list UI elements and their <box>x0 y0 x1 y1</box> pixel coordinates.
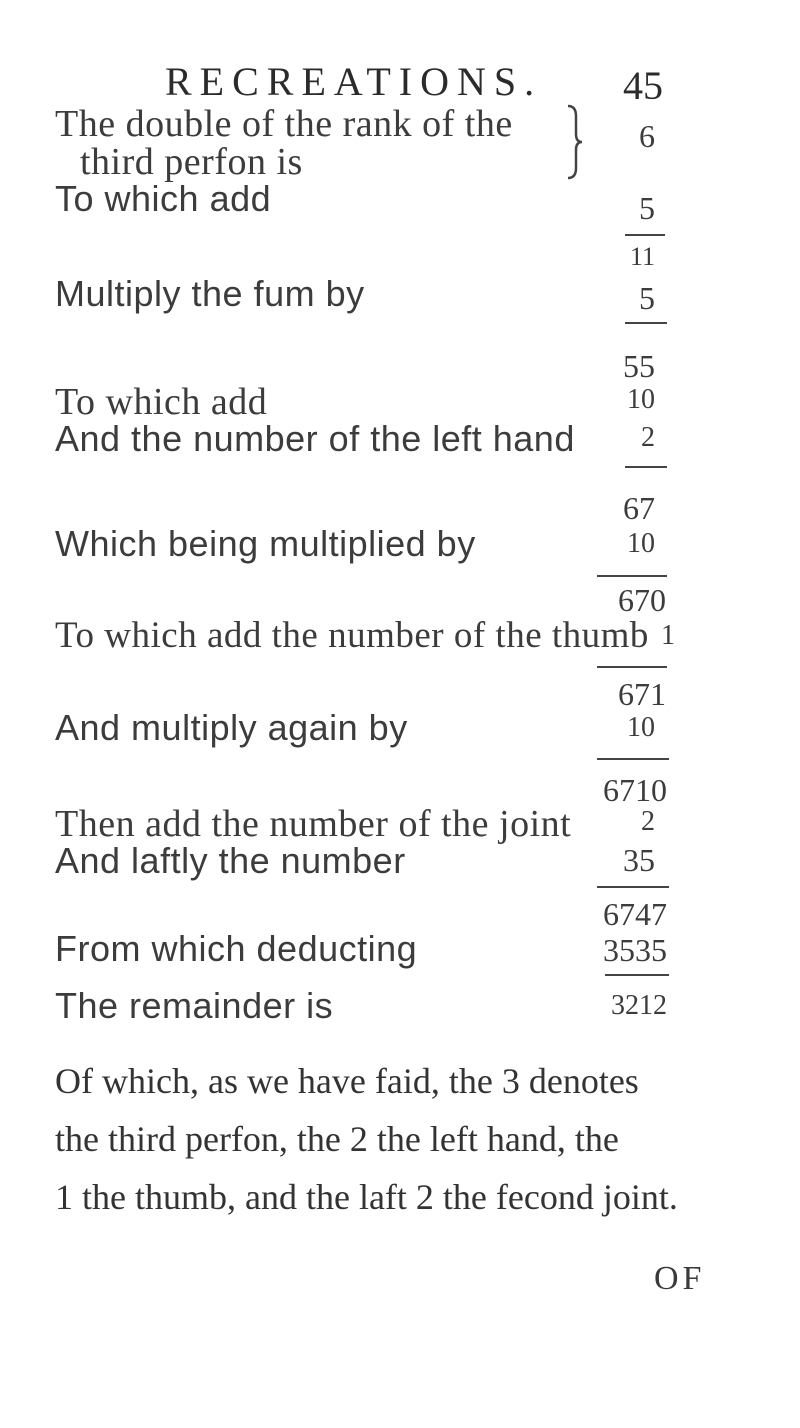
row-value-multiply-again-10: 10 <box>627 712 655 743</box>
row-label-multiply-again: And multiply again by <box>55 707 408 748</box>
row-sum-6710: 6710 <box>603 772 667 808</box>
sum-rule <box>625 466 667 468</box>
paragraph-line: 1 the thumb, and the laft 2 the fecond joint. <box>55 1177 678 1217</box>
row-label-left-hand: And the number of the left hand <box>55 418 575 459</box>
row-label-thumb: To which add the number of the thumb <box>55 615 649 656</box>
row-label-multiply-sum: Multiply the fum by <box>55 273 365 314</box>
row-sum-670: 670 <box>618 582 666 618</box>
row-label-to-which-add: To which add <box>55 178 272 219</box>
row-sum-55: 55 <box>623 348 655 384</box>
row-value-thumb: 1 <box>661 620 675 651</box>
row-value-remainder: 3212 <box>611 990 667 1021</box>
sum-rule <box>597 758 669 760</box>
sum-rule <box>597 575 667 577</box>
row-value-joint: 2 <box>641 806 655 837</box>
sum-rule <box>625 322 667 324</box>
row-value-add-5: 5 <box>639 190 655 226</box>
row-label-joint: Then add the number of the joint <box>55 803 572 845</box>
running-header-title: RECREATIONS. <box>165 59 543 104</box>
row-value-multiplied-10: 10 <box>627 528 655 559</box>
row-value-lastly-35: 35 <box>623 842 655 878</box>
paragraph-line: Of which, as we have faid, the 3 denotes <box>55 1061 639 1101</box>
row-label-double-rank-line1: The double of the rank of the <box>55 103 513 145</box>
sum-rule <box>625 234 665 236</box>
sum-rule <box>597 666 667 668</box>
catchword: OF <box>654 1260 706 1297</box>
row-sum-67: 67 <box>623 490 655 526</box>
sum-rule <box>597 886 669 888</box>
row-label-to-which-add-2: To which add <box>55 381 268 423</box>
row-label-remainder: The remainder is <box>55 985 334 1026</box>
row-sum-6747: 6747 <box>603 896 667 932</box>
row-value-add-10: 10 <box>627 384 655 415</box>
sum-rule <box>605 974 669 976</box>
row-value-left-hand: 2 <box>641 422 655 453</box>
row-label-multiplied-by: Which being multiplied by <box>55 523 476 564</box>
row-value-multiply-5: 5 <box>639 280 655 316</box>
row-value-double-rank: 6 <box>639 118 655 154</box>
paragraph-line: the third perfon, the 2 the left hand, the <box>55 1119 619 1159</box>
closing-paragraph <box>55 1052 745 1226</box>
page-number: 45 <box>623 63 663 108</box>
row-label-lastly-number: And laftly the number <box>55 840 406 881</box>
row-sum-671: 671 <box>618 676 666 712</box>
row-label-deducting: From which deducting <box>55 928 418 969</box>
row-label-double-rank-line2: third perfon is <box>80 141 303 183</box>
row-value-deducting: 3535 <box>603 932 667 968</box>
row-sum-11: 11 <box>629 242 655 271</box>
